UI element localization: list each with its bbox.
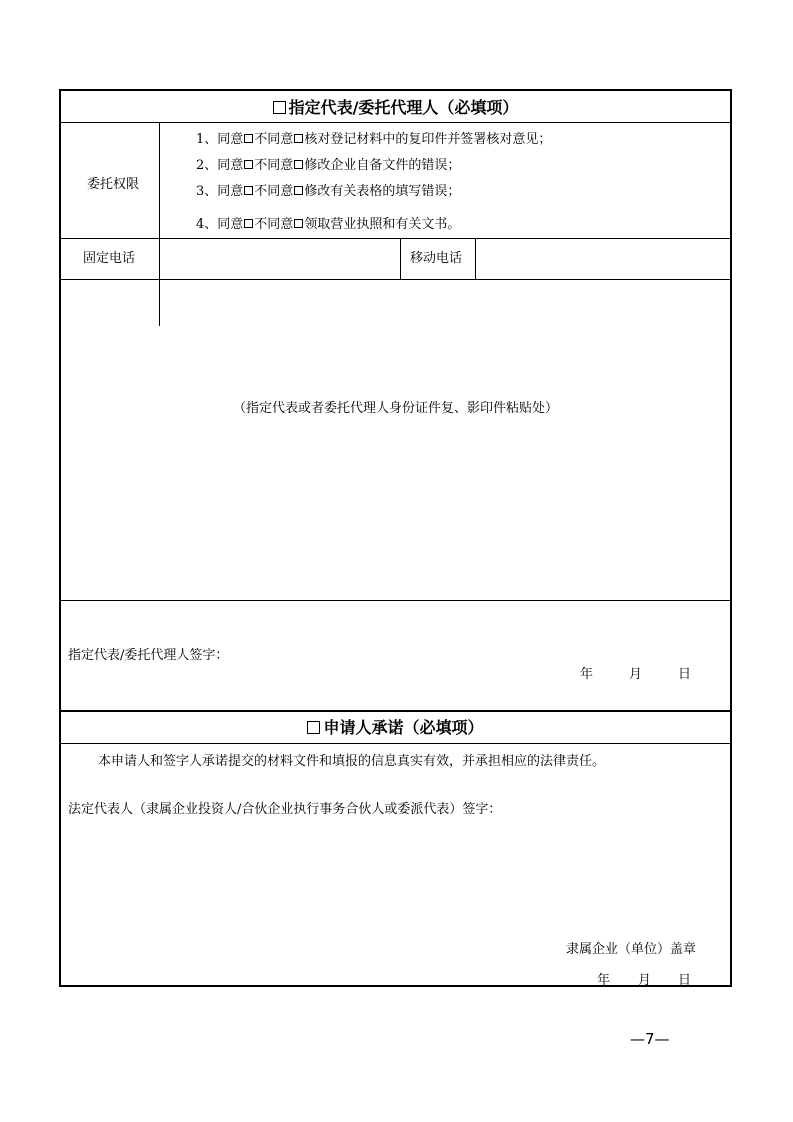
- divider: [61, 122, 730, 123]
- agent-signature-label: 指定代表/委托代理人签字：: [68, 648, 229, 663]
- column-divider: [475, 239, 476, 279]
- agent-sign-year: 年: [580, 667, 594, 682]
- divider: [61, 743, 730, 744]
- section1-title: 指定代表/委托代理人（必填项）: [288, 98, 519, 117]
- item-4-agree-checkbox[interactable]: [244, 219, 253, 228]
- section-divider: [61, 710, 730, 712]
- authority-label: 委托权限: [87, 177, 140, 192]
- section2-title-row: [61, 718, 730, 738]
- item-1-disagree-checkbox[interactable]: [294, 134, 303, 143]
- commitment-text: 本申请人和签字人承诺提交的材料文件和填报的信息真实有效，并承担相应的法律责任。: [98, 754, 606, 769]
- authority-item-3: 3、同意 不同意 修改有关表格的填写错误；: [196, 184, 461, 199]
- column-divider: [159, 123, 160, 326]
- item-1-agree-checkbox[interactable]: [244, 134, 253, 143]
- form-table: [59, 89, 732, 987]
- mobile-label: 移动电话: [410, 251, 463, 266]
- item-4-disagree-checkbox[interactable]: [294, 219, 303, 228]
- item-2-disagree-checkbox[interactable]: [294, 160, 303, 169]
- column-divider: [400, 239, 401, 279]
- item-3-agree-checkbox[interactable]: [244, 186, 253, 195]
- authority-item-4: 4、同意 不同意 领取营业执照和有关文书。: [196, 217, 461, 232]
- seal-label: 隶属企业（单位）盖章: [566, 942, 697, 957]
- commit-sign-year: 年: [597, 973, 611, 988]
- section2-title: 申请人承诺（必填项）: [323, 718, 484, 737]
- authority-item-1: 1、同意 不同意 核对登记材料中的复印件并签署核对意见；: [196, 132, 552, 147]
- agent-sign-month: 月: [629, 667, 643, 682]
- landline-label: 固定电话: [83, 251, 136, 266]
- item-2-agree-checkbox[interactable]: [244, 160, 253, 169]
- section1-title-row: [61, 98, 730, 118]
- section2-checkbox[interactable]: [307, 721, 320, 734]
- page-number: —7—: [630, 1030, 670, 1048]
- agent-sign-day: 日: [678, 667, 692, 682]
- legal-rep-signature-label: 法定代表人（隶属企业投资人/合伙企业执行事务合伙人或委派代表）签字：: [68, 802, 502, 817]
- divider: [61, 279, 730, 280]
- divider: [61, 238, 730, 239]
- section1-checkbox[interactable]: [273, 101, 286, 114]
- authority-item-2: 2、同意 不同意 修改企业自备文件的错误；: [196, 158, 461, 173]
- commit-sign-month: 月: [638, 973, 652, 988]
- divider: [61, 600, 730, 601]
- commit-sign-day: 日: [678, 973, 692, 988]
- item-3-disagree-checkbox[interactable]: [294, 186, 303, 195]
- id-paste-area-note: （指定代表或者委托代理人身份证件复、影印件粘贴处）: [232, 401, 558, 416]
